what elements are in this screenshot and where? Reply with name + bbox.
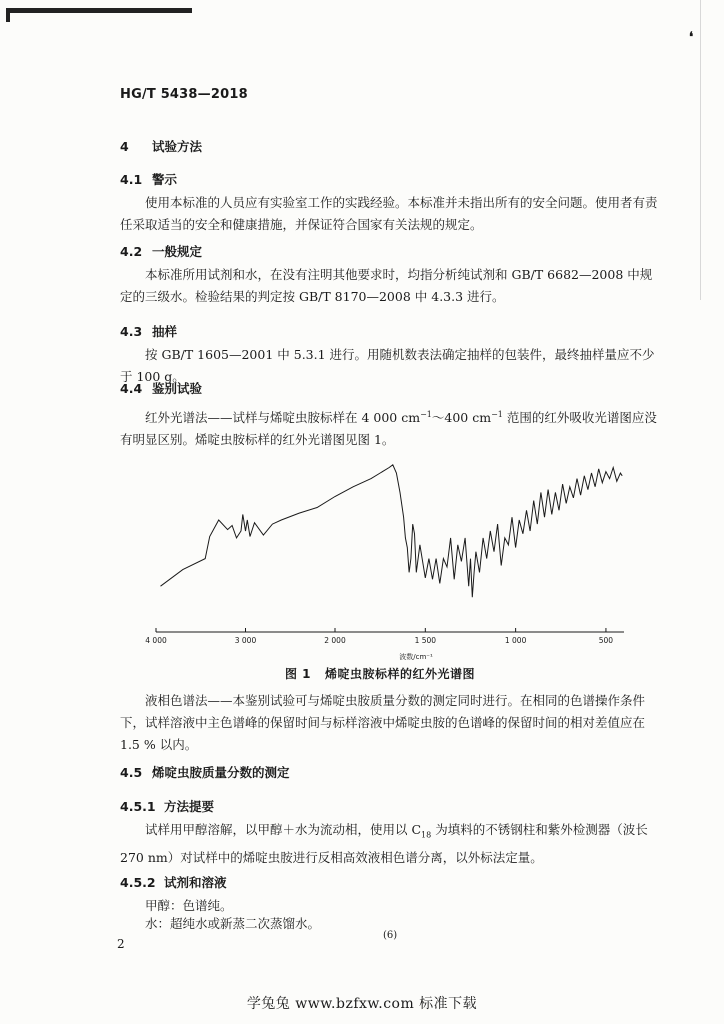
method-text-a: 试样用甲醇溶解，以甲醇＋水为流动相，使用以 C <box>145 822 422 837</box>
x-tick-label: 1 000 <box>504 636 527 645</box>
section-title: 鉴别试验 <box>152 381 203 396</box>
section-number: 4.3 <box>120 324 143 339</box>
x-axis-ticks <box>145 628 613 645</box>
section-4-3-heading <box>120 322 177 340</box>
x-tick-label: 3 000 <box>234 636 257 645</box>
section-number: 4.1 <box>120 172 143 187</box>
scan-edge-line <box>700 0 701 300</box>
spectrum-line <box>161 465 623 597</box>
section-number: 4.5 <box>120 765 143 780</box>
page-number: 2 <box>117 937 125 951</box>
section-number: 4.4 <box>120 381 143 396</box>
ir-text-a: 红外光谱法——试样与烯啶虫胺标样在 4 000 cm <box>145 410 421 426</box>
section-4-2-body: 本标准所用试剂和水，在没有注明其他要求时，均指分析纯试剂和 GB/T 6682—2008 中规定的三级水。检验结果的判定按 GB/T 8170—2008 中 4.3.3 进行。 <box>120 267 653 304</box>
section-4-4-heading <box>120 379 202 397</box>
lc-method-paragraph: 液相色谱法——本鉴别试验可与烯啶虫胺质量分数的测定同时进行。在相同的色谱操作条件下，试样溶液中主色谱峰的保留时间与标样溶液中烯啶虫胺的色谱峰的保留时间的相对差值应在 1.5 % 以内。 <box>120 693 646 752</box>
section-number: 4.5.2 <box>120 875 156 890</box>
section-title: 试剂和溶液 <box>164 875 227 890</box>
section-title: 一般规定 <box>152 244 203 259</box>
reagent-methanol: 甲醇：色谱纯。 <box>145 898 233 913</box>
x-axis-label: 波数/cm⁻¹ <box>399 653 433 661</box>
figure-title: 烯啶虫胺标样的红外光谱图 <box>325 667 476 681</box>
page-center-number: (6) <box>383 930 398 941</box>
section-title: 方法提要 <box>164 799 215 814</box>
ir-method-paragraph <box>120 404 660 451</box>
section-4-1-body: 使用本标准的人员应有实验室工作的实践经验。本标准并未指出所有的安全问题。使用者有责任采取适当的安全和健康措施，并保证符合国家有关法规的规定。 <box>120 195 658 232</box>
section-title: 烯啶虫胺质量分数的测定 <box>152 765 290 780</box>
ir-spectrum-chart <box>145 450 640 662</box>
section-4-1-heading <box>120 170 177 188</box>
method-text-b: 为填料的不锈钢柱和紫外检测器（波长 270 nm）对试样中的烯啶虫胺进行反相高效液相色谱分离，以外标法定量。 <box>120 822 648 865</box>
section-4-5-1-body <box>120 819 660 869</box>
x-tick-label: 4 000 <box>145 636 167 645</box>
section-4-3-body: 按 GB/T 1605—2001 中 5.3.1 进行。用随机数表法确定抽样的包装件，最终抽样量应不少于 100 g。 <box>120 347 655 384</box>
section-number: 4.5.1 <box>120 799 156 814</box>
section-4-5-heading <box>120 763 290 781</box>
section-number: 4 <box>120 139 129 154</box>
section-title: 抽样 <box>152 324 178 339</box>
section-title: 试验方法 <box>152 139 203 154</box>
scan-border-mark-vertical <box>6 8 10 22</box>
reagent-water: 水：超纯水或新蒸二次蒸馏水。 <box>145 916 321 931</box>
c18-subscript: 18 <box>421 830 432 840</box>
ir-text-c: 范围的红外吸收光谱图应没有明显区别。烯啶虫胺标样的红外光谱图见图 1。 <box>120 410 657 448</box>
unit-superscript: −1 <box>420 410 432 419</box>
edge-mark: ❛ <box>689 30 694 45</box>
figure-caption <box>285 665 489 682</box>
x-tick-label: 1 500 <box>414 636 437 645</box>
standard-code: HG/T 5438—2018 <box>120 87 248 102</box>
section-4-heading <box>120 137 202 155</box>
section-4-2-heading <box>120 242 202 260</box>
section-4-5-1-heading <box>120 797 214 815</box>
section-4-5-2-heading <box>120 873 227 891</box>
ir-text-b: ～400 cm <box>431 410 492 426</box>
watermark-footer: 学兔兔 www.bzfxw.com 标准下载 <box>246 996 478 1012</box>
scan-border-mark <box>6 8 192 13</box>
x-tick-label: 500 <box>598 636 614 645</box>
unit-superscript: −1 <box>491 410 503 419</box>
section-number: 4.2 <box>120 244 143 259</box>
section-title: 警示 <box>152 172 178 187</box>
x-tick-label: 2 000 <box>324 636 346 645</box>
figure-number: 图 1 <box>285 667 312 681</box>
